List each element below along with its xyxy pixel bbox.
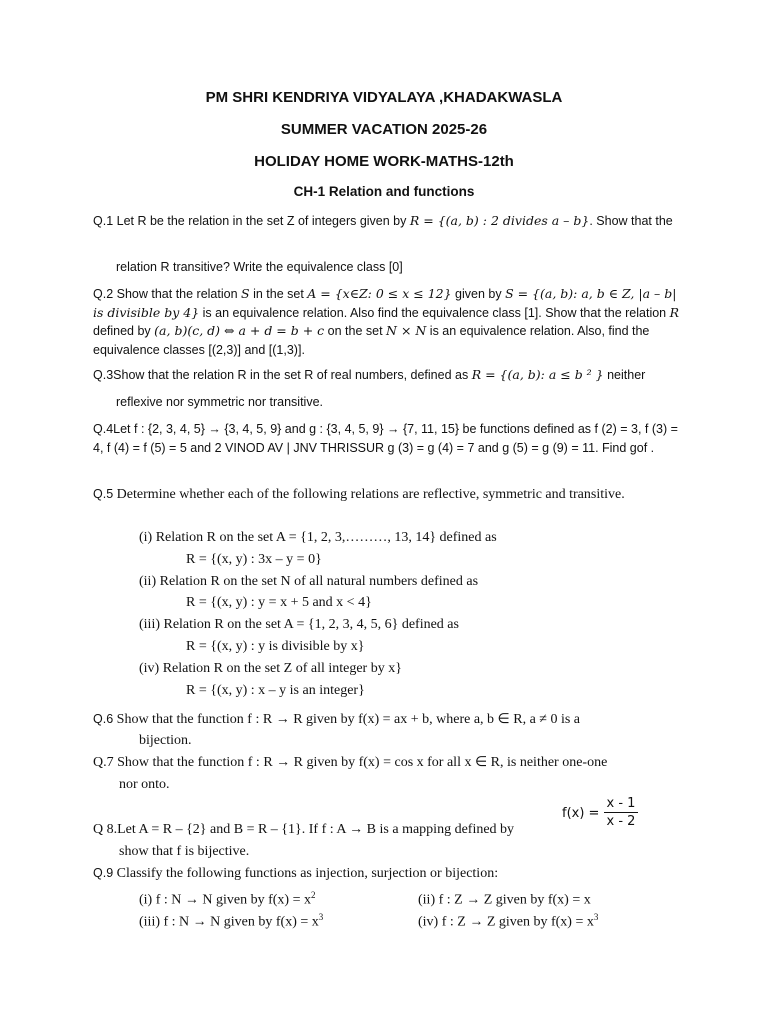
q7-label: Q.7 — [93, 755, 114, 770]
question-6 — [93, 708, 693, 731]
q2-text-a: Show that the relation — [113, 287, 242, 301]
question-4 — [93, 420, 683, 457]
q9-item-2-text: (ii) f : Z → Z given by f(x) = x — [418, 892, 591, 908]
question-7 — [93, 752, 693, 774]
q5-item-1-rel: R = {(x, y) : 3x – y = 0} — [186, 551, 322, 567]
q5-item-3-desc: (iii) Relation R on the set A = {1, 2, 3, 4, 5, 6} defined as — [139, 617, 459, 633]
q8-denominator: x - 2 — [606, 814, 636, 829]
q1-math: R = {(a, b) : 2 divides a – b} — [409, 213, 590, 228]
q8-label: Q 8. — [93, 822, 118, 837]
q8-line1: Let A = R – {2} and B = R – {1}. If f : A → B is a mapping defined by — [117, 822, 515, 837]
q2-math-def: S = {(a, b): a, b ∈ Z, |a – b| is divisible by 4} — [93, 286, 677, 320]
homework-title: HOLIDAY HOME WORK-MATHS-12th — [254, 153, 514, 170]
q2-math-nn: N × N — [386, 323, 427, 338]
q3-line2: reflexive nor symmetric nor transitive. — [116, 395, 324, 409]
q2-text-g: is an equivalence relation. Also, find the equivalence classes [(2,3)] and [(1,3)]. — [93, 324, 650, 357]
q3-math: R = {(a, b): a ≤ b ² } — [471, 367, 604, 382]
q2-text-e: defined by — [93, 324, 155, 338]
q2-text-d: is an equivalence relation. Also find the equivalence class [1]. Show that the relation — [199, 305, 670, 320]
chapter-title: CH-1 Relation and functions — [293, 184, 475, 199]
q5-item-4-rel: R = {(x, y) : x – y is an integer} — [186, 682, 365, 698]
q5-items — [139, 527, 659, 701]
q5-item-1-desc: (i) Relation R on the set A = {1, 2, 3,………, 13, 14} defined as — [139, 530, 497, 545]
q2-math-rel: (a, b)(c, d) ⇔ a + d = b + c — [154, 323, 325, 338]
q5-label: Q.5 — [93, 487, 114, 501]
q2-math-s: S — [241, 286, 250, 301]
q8-numerator: x - 1 — [606, 796, 636, 811]
q9-item-1-sup: 2 — [310, 890, 316, 900]
q3-label: Q.3 — [93, 368, 114, 382]
q5-item-2-desc: (ii) Relation R on the set N of all natural numbers defined as — [139, 573, 479, 589]
q5-intro: Determine whether each of the following relations are reflective, symmetric and transitive. — [113, 487, 625, 502]
q5-item-3-rel: R = {(x, y) : y is divisible by x} — [186, 638, 365, 654]
q7-line2: nor onto. — [119, 777, 170, 792]
q2-label: Q.2 — [93, 287, 114, 301]
q2-text-b: in the set — [249, 287, 308, 301]
q3-text-b: neither — [603, 368, 646, 382]
q6-line2: bijection. — [139, 733, 192, 748]
q4-text: Let f : {2, 3, 4, 5} → {3, 4, 5, 9} and g : {3, 4, 5, 9} → {7, 11, 15} be functions defined as f (2) = 3, f (3) = 4, f (4) = f (5) = 5 and 2 VINOD AV | JNV THRISSUR g (3) = g (4) = 7 and g (5) = g (9) = 11. Find gof . — [93, 422, 678, 455]
q2-text-f: on the set — [324, 324, 387, 338]
question-3 — [93, 366, 683, 385]
question-2 — [93, 285, 683, 359]
question-9 — [93, 862, 693, 885]
q9-item-3-text: (iii) f : N → N given by f(x) = x — [139, 914, 319, 930]
q7-line1: Show that the function f : R → R given by f(x) = cos x for all x ∈ R, is neither one-one — [113, 755, 608, 770]
q9-intro: Classify the following functions as injection, surjection or bijection: — [113, 866, 499, 881]
q9-item-3-sup: 3 — [318, 912, 324, 922]
question-1 — [93, 212, 683, 231]
q9-item-3 — [139, 906, 323, 934]
q9-label: Q.9 — [93, 866, 114, 880]
school-name: PM SHRI KENDRIYA VIDYALAYA ,KHADAKWASLA — [205, 89, 563, 106]
q2-text-c: given by — [451, 287, 506, 301]
q9-item-1-text: (i) f : N → N given by f(x) = x — [139, 892, 311, 908]
q8-fraction — [604, 796, 638, 829]
q9-item-4-sup: 3 — [593, 912, 599, 922]
q9-item-4 — [418, 906, 598, 934]
q2-math-set: A = {x∈Z: 0 ≤ x ≤ 12} — [307, 286, 452, 301]
q6-label: Q.6 — [93, 712, 114, 726]
q9-item-4-text: (iv) f : Z → Z given by f(x) = x — [418, 914, 594, 930]
q1-text-b: . Show that the — [589, 214, 673, 228]
q3-text-a: Show that the relation R in the set R of real numbers, defined as — [113, 368, 472, 382]
q1-line2: relation R transitive? Write the equivalence class [0] — [116, 260, 403, 274]
q1-label: Q.1 — [93, 214, 114, 228]
question-5 — [93, 483, 693, 506]
question-8 — [93, 819, 693, 841]
q2-math-r: R — [669, 304, 680, 320]
q4-label: Q.4 — [93, 422, 114, 436]
q5-item-4-desc: (iv) Relation R on the set Z of all integer by x} — [139, 660, 402, 676]
q8-fraction-bar — [604, 812, 638, 813]
q8-line2: show that f is bijective. — [119, 844, 250, 859]
q5-item-2-rel: R = {(x, y) : y = x + 5 and x < 4} — [186, 595, 372, 611]
session-title: SUMMER VACATION 2025-26 — [280, 121, 488, 138]
q8-fx-label: f(x) = — [562, 806, 600, 821]
q1-text-a: Let R be the relation in the set Z of integers given by — [113, 214, 410, 228]
q6-line1: Show that the function f : R → R given by f(x) = ax + b, where a, b ∈ R, a ≠ 0 is a — [113, 712, 581, 727]
